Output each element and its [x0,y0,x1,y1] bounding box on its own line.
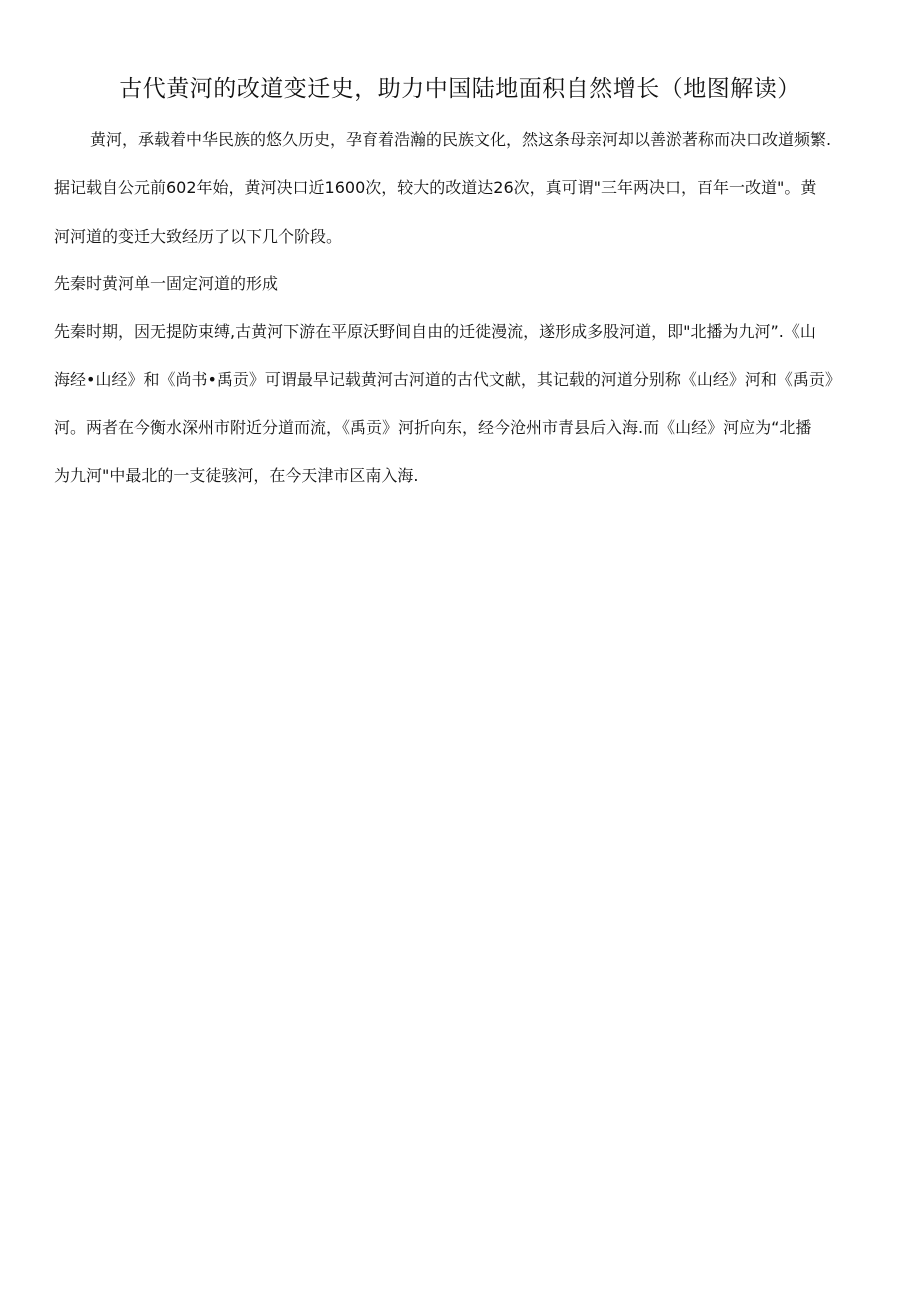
section-line-3: 河。两者在今衡水深州市附近分道而流，《禹贡》河折向东，经今沧州市青县后入海.而《山经》河应为“北播 [54,418,812,437]
page-title: 古代黄河的改道变迁史，助力中国陆地面积自然增长（地图解读） [119,76,801,102]
intro-line-3: 河河道的变迁大致经历了以下几个阶段。 [54,227,343,246]
section-line-2: 海经•山经》和《尚书•禹贡》可谓最早记载黄河古河道的古代文献，其记载的河道分别称《山经》河和《禹贡》 [54,370,841,389]
section-line-1: 先秦时期，因无提防束缚,古黄河下游在平原沃野间自由的迁徙漫流，遂形成多股河道，即"北播为九河”.《山 [54,322,816,341]
section-heading: 先秦时黄河单一固定河道的形成 [54,274,279,293]
intro-line-1: 黄河，承载着中华民族的悠久历史，孕育着浩瀚的民族文化，然这条母亲河却以善淤著称而决口改道频繁. [90,130,832,149]
intro-line-2: 据记载自公元前602年始，黄河决口近1600次，较大的改道达26次，真可谓"三年两决口，百年一改道"。黄 [54,178,817,197]
section-line-4: 为九河"中最北的一支徒骇河，在今天津市区南入海. [54,466,419,485]
